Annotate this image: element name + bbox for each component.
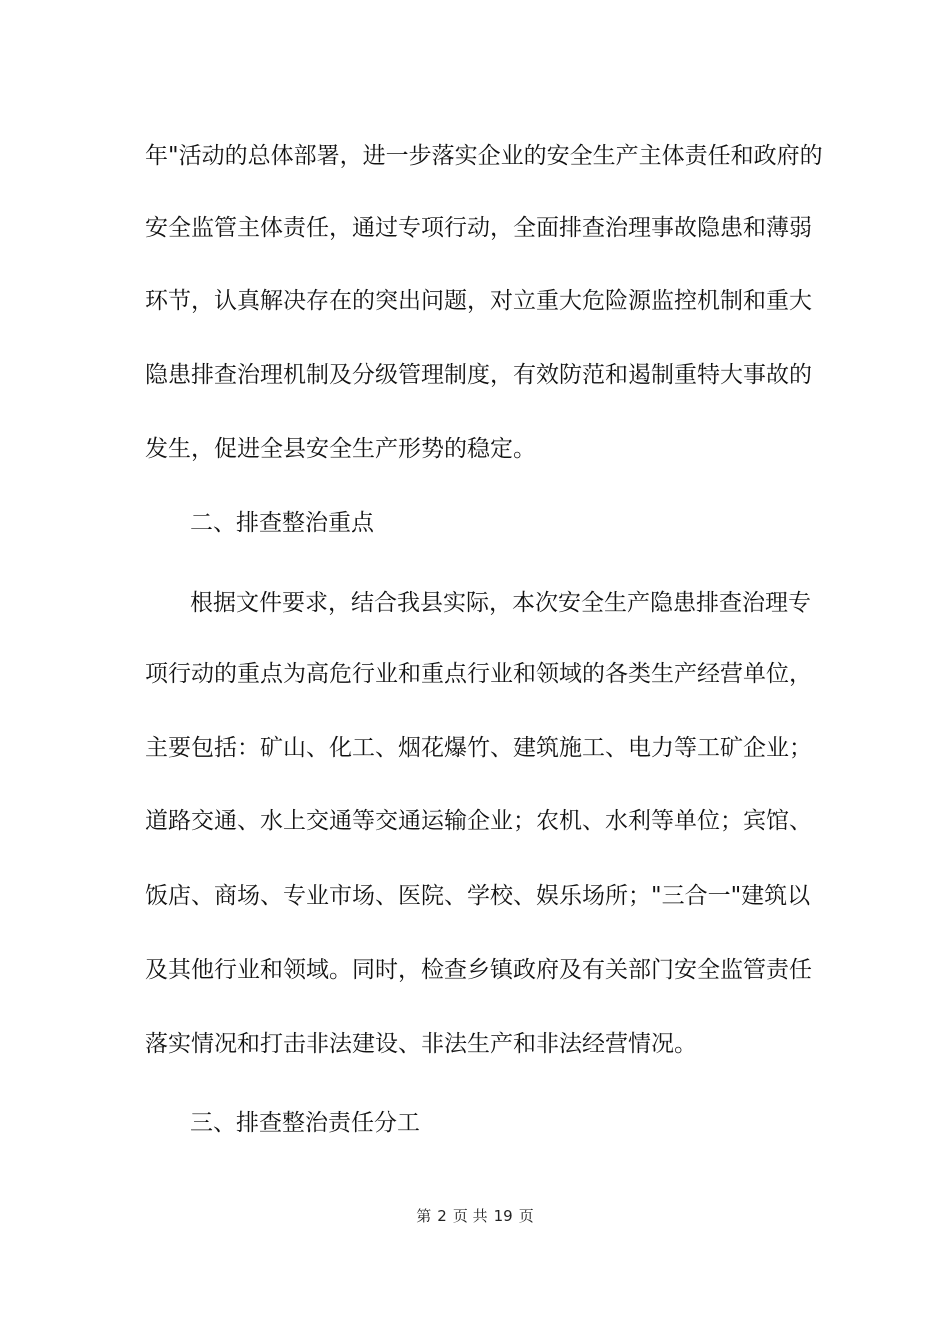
footer-prefix: 第 [416,1207,432,1225]
paragraph-2-line-3: 主要包括：矿山、化工、烟花爆竹、建筑施工、电力等工矿企业； [145,735,812,761]
paragraph-1-line-4: 隐患排查治理机制及分级管理制度，有效防范和遏制重特大事故的 [145,362,812,388]
paragraph-1-line-2: 安全监管主体责任，通过专项行动，全面排查治理事故隐患和薄弱 [145,215,812,241]
paragraph-1-line-1: 年"活动的总体部署，进一步落实企业的安全生产主体责任和政府的 [145,143,823,169]
paragraph-2-line-2: 项行动的重点为高危行业和重点行业和领域的各类生产经营单位， [145,661,812,687]
page-footer [0,1206,950,1226]
footer-total-pages: 19 [493,1207,513,1225]
paragraph-2-line-1: 根据文件要求，结合我县实际，本次安全生产隐患排查治理专 [190,590,811,616]
paragraph-1-line-3: 环节，认真解决存在的突出问题，对立重大危险源监控机制和重大 [145,288,812,314]
paragraph-1-line-5: 发生，促进全县安全生产形势的稳定。 [145,436,536,462]
footer-page-number: 2 [437,1207,447,1225]
paragraph-2-line-6: 及其他行业和领域。同时，检查乡镇政府及有关部门安全监管责任 [145,957,812,983]
paragraph-2-line-4: 道路交通、水上交通等交通运输企业；农机、水利等单位；宾馆、 [145,808,812,834]
section-heading-3: 三、排查整治责任分工 [190,1110,420,1136]
paragraph-2-line-5: 饭店、商场、专业市场、医院、学校、娱乐场所；"三合一"建筑以 [145,883,811,909]
footer-suffix: 页 [518,1207,534,1225]
paragraph-2-line-7: 落实情况和打击非法建设、非法生产和非法经营情况。 [145,1031,697,1057]
footer-middle: 页 共 [452,1207,488,1225]
section-heading-2: 二、排查整治重点 [190,510,374,536]
